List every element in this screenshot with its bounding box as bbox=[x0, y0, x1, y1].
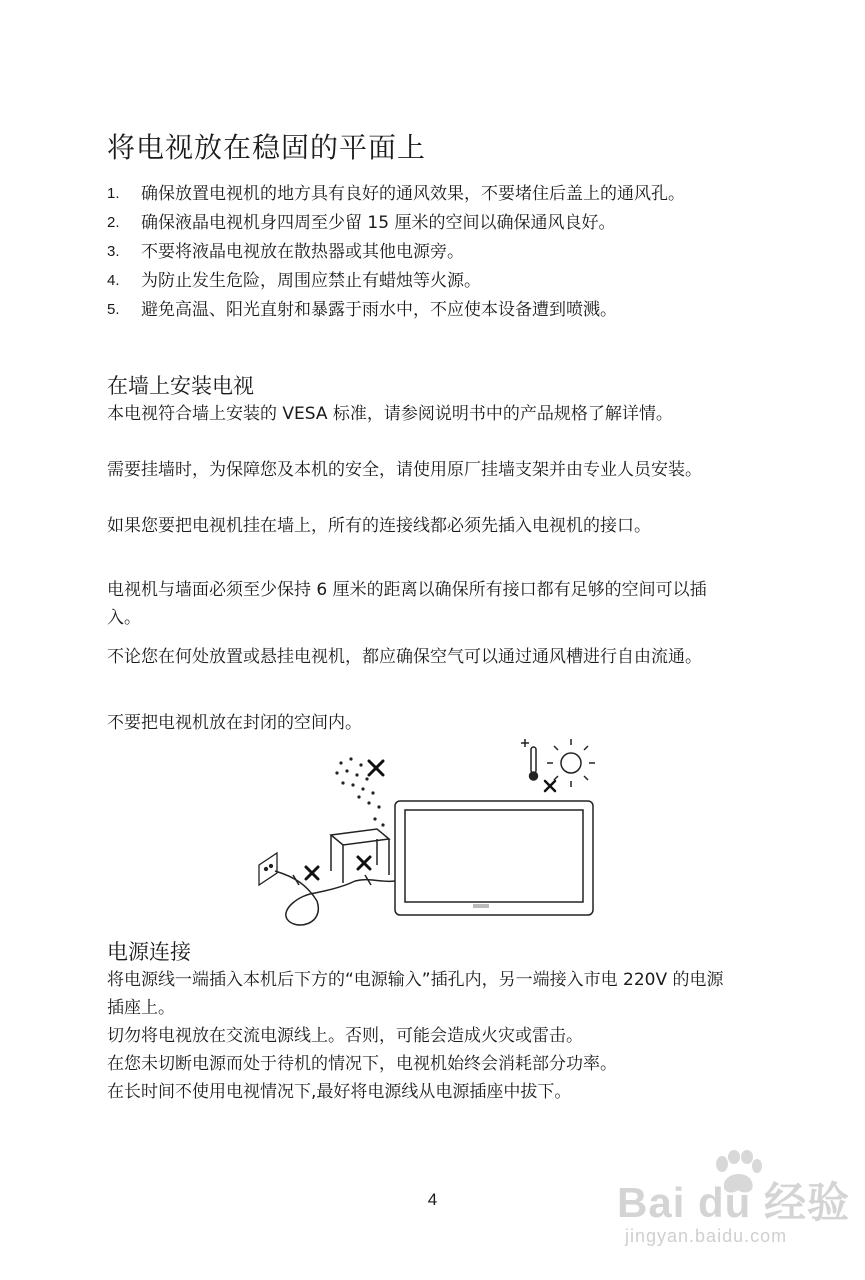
watermark bbox=[617, 1150, 857, 1270]
paragraph-vesa: 本电视符合墙上安装的 VESA 标准，请参阅说明书中的产品规格了解详情。 bbox=[107, 404, 673, 424]
paragraph-airflow: 不论您在何处放置或悬挂电视机，都应确保空气可以通过通风槽进行自由流通。 bbox=[107, 647, 702, 667]
section-title-stable-surface: 将电视放在稳固的平面上 bbox=[107, 131, 427, 164]
section-title-power: 电源连接 bbox=[107, 940, 191, 964]
prohibited-x-icon bbox=[306, 867, 318, 879]
paragraph-connect-first: 如果您要把电视机挂在墙上，所有的连接线都必须先插入电视机的接口。 bbox=[107, 516, 651, 536]
section-title-wall-mount: 在墙上安装电视 bbox=[107, 374, 254, 398]
list-item: 1. 确保放置电视机的地方具有良好的通风效果，不要堵住后盖上的通风孔。 bbox=[107, 184, 685, 204]
paragraph-bracket: 需要挂墙时，为保障您及本机的安全，请使用原厂挂墙支架并由专业人员安装。 bbox=[107, 460, 702, 480]
page-number: 4 bbox=[427, 1190, 438, 1209]
paragraph-power-input: 将电源线一端插入本机后下方的“电源输入”插孔内，另一端接入市电 220V 的电源插座上。 bbox=[107, 970, 724, 1018]
prohibited-x-icon bbox=[358, 857, 370, 869]
stool-icon bbox=[331, 829, 389, 883]
safety-list bbox=[107, 180, 747, 325]
placement-illustration bbox=[255, 735, 610, 935]
thermometer-icon bbox=[521, 739, 538, 780]
wall-outlet-icon bbox=[259, 853, 277, 885]
list-item: 2. 确保液晶电视机身四周至少留 15 厘米的空间以确保通风良好。 bbox=[107, 213, 616, 233]
paragraph-enclosed: 不要把电视机放在封闭的空间内。 bbox=[107, 713, 362, 733]
prohibited-x-icon bbox=[369, 761, 383, 775]
list-item: 4. 为防止发生危险，周围应禁止有蜡烛等火源。 bbox=[107, 271, 481, 291]
list-item: 3. 不要将液晶电视放在散热器或其他电源旁。 bbox=[107, 242, 464, 262]
tv-icon bbox=[395, 801, 593, 915]
paragraph-unplug: 在长时间不使用电视情况下,最好将电源线从电源插座中拔下。 bbox=[107, 1082, 572, 1102]
watermark-brand: Bai du 经验 bbox=[617, 1179, 851, 1226]
prohibited-x-icon bbox=[545, 781, 555, 791]
paragraph-distance: 电视机与墙面必须至少保持 6 厘米的距离以确保所有接口都有足够的空间可以插入。 bbox=[107, 580, 707, 628]
list-item: 5. 避免高温、阳光直射和暴露于雨水中，不应使本设备遭到喷溅。 bbox=[107, 300, 617, 320]
sun-icon bbox=[547, 739, 595, 787]
paragraph-power-cord-warning: 切勿将电视放在交流电源线上。否则，可能会造成火灾或雷击。 bbox=[107, 1026, 583, 1046]
watermark-url: jingyan.baidu.com bbox=[625, 1226, 788, 1246]
paragraph-standby: 在您未切断电源而处于待机的情况下，电视机始终会消耗部分功率。 bbox=[107, 1054, 617, 1074]
power-cord-icon bbox=[275, 871, 395, 925]
